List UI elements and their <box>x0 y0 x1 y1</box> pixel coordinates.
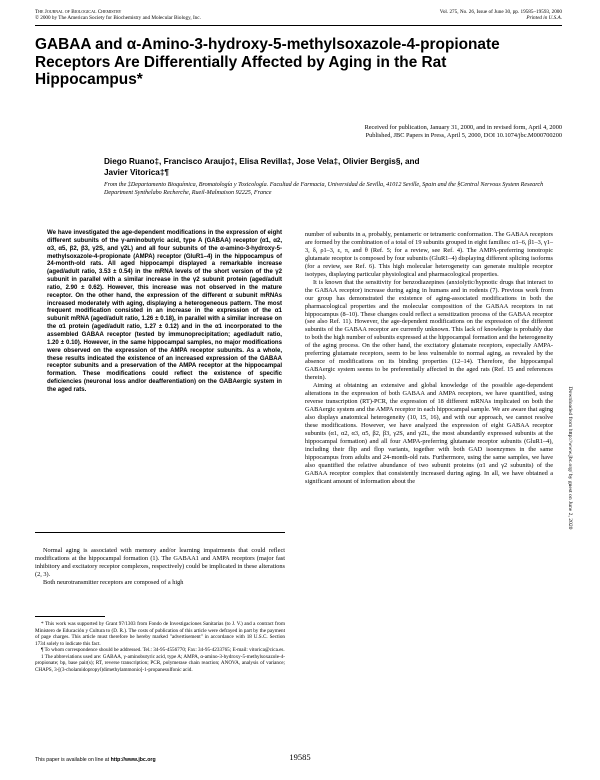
copyright-line: © 2000 by The American Society for Biochemistry and Molecular Biology, Inc. <box>35 15 201 22</box>
volume-line: Vol. 275, No. 26, Issue of June 30, pp. 19585–19593, 2000 <box>439 9 562 15</box>
intro-paragraph-1: Normal aging is associated with memory and/or learning impairments that could reflect modifications at the hippocampal formation (1). The GABAA1 and AMPA receptors (major fast inhibitory and excitatory receptor complexes, respectively) could be implicated in these alterations (2, 3). <box>35 547 285 578</box>
issue-header <box>440 9 562 22</box>
download-sidebar <box>565 248 574 668</box>
received-line: Received for publication, January 31, 2000, and in revised form, April 4, 2000 <box>364 124 562 131</box>
right-paragraph-3: Aiming at obtaining an extensive and global knowledge of the possible age-dependent alterations in the expression of both GABAA and AMPA receptors, we have quantified, using reverse transcription (RT)-PCR, the expression of 18 different mRNAs implicated on both the GABAergic system and the AMPA receptor in each hippocampal sample. We are aware that aging also displays anatomical heterogeneity (10, 15, 16), and with our approach, we cannot resolve these modifications. However, we have analyzed the expression of eight GABAA receptor subunits (α1, α2, α3, α5, β2, β3, γ2S, and γ2L, the most abundantly expressed subunits at the hippocampal formation) and all four AMPA-preferring glutamate receptor subunits (GluR1–4), including their flip and flop variants, together with both GAD isoenzymes in the same hippocampus from adults and 24-month-old rats. Furthermore, using the same samples, we have also quantified the relative abundance of two subunit proteins (α1 and γ2 subunits) of the GABAA receptor complex that consistently increased during aging. In all, we have obtained a significant amount of information about the <box>305 382 553 485</box>
header-rule <box>35 25 562 26</box>
intro-left-column <box>35 547 285 587</box>
author-list <box>104 157 544 179</box>
footnote-funding: * This work was supported by Grant 97/1303 from Fondo de Investigaciones Sanitarias (to J. V.) and a contract from Ministero de Educación y Cultura to (D. R.). The costs of publication of this article were defrayed in part by the payment of page charges. This article must therefore be hereby marked "advertisement" in accordance with 18 U.S.C. Section 1734 solely to indicate this fact. <box>35 621 285 647</box>
journal-name: The Journal of Biological Chemistry <box>35 9 122 15</box>
footnotes <box>35 621 285 673</box>
intro-paragraph-2: Both neurotransmitter receptors are composed of a high <box>43 578 184 586</box>
abstract: We have investigated the age-dependent modifications in the expression of eight different subunits of the γ-aminobutyric acid, type A (GABAA) receptor (α1, α2, α3, α5, β2, β3, γ2S, and γ2L) and all four subunits of the α-amino-3-hydroxy-5-methylsoxazole-4-propionate (AMPA) receptor (GluR1–4) in the hippocampus of 24-month-old rats. All aged hippocampi displayed a remarkable increase (aged/adult ratio, 3.53 ± 0.54) in the mRNA levels of the short version of the γ2 subunit in parallel with a similar increase in the γ2 subunit protein (aged/adult ratio, 2.90 ± 0.62). However, this increase was not observed in the mature receptor. On the other hand, the expression of the different α subunit mRNAs increased moderately with aging, displaying a heterogeneous pattern. The most frequent modification consisted in an increase in the expression of the α1 subunit mRNA (aged/adult ratio, 1.26 ± 0.18), in parallel with a similar increase on the α1 protein (aged/adult ratio, 1.27 ± 0.12) and in the α1 incorporated to the assembled GABAA receptor (tested by immunoprecipitation; aged/adult ratio, 1.20 ± 0.10). However, in the same hippocampal samples, no major modifications were observed on the expression of the AMPA receptor subunits. As a whole, these results indicated the existence of an increased expression of the GABAA receptor subunits and a preservation of the AMPA receptor at the hippocampal formation. These modifications could reflect the existence of specific deficiencies (neuronal loss and/or deafferentiation) on the GABAergic system in the aged rats. <box>47 230 282 393</box>
journal-header <box>35 9 201 22</box>
abstract-rule <box>35 532 285 533</box>
affiliation: From the ‡Departamento Bioquímica, Bromatología y Toxicología. Facultad de Farmacia, Universidad de Sevilla, 41012 Seville, Spain and the §Central Nervous System Research Department Synthelabo Recherche, Rueil-Malmaison 92225, France <box>104 182 544 197</box>
right-paragraph-2: It is known that the sensitivity for benzodiazepines (anxiolytic/hypnotic drugs that interact to the GABAA receptor) increase during aging in humans and in rodents (7). Previous work from our group has demonstrated the existence of aging-associated modifications in both the pharmacological properties and the molecular composition of the GABAA receptors in rat hippocampus (8–10). These changes could reflect a sensitization process of the GABAA receptor (see also Ref. 11). However, the age-dependent modifications on the expression of the different subunits of the GABAA receptor are currently unknown. This lack of knowledge is probably due to both the high number of subunits expressed at the hippocampal formation and the heterogeneity of the aging process. On the other hand, the excitatory glutamate receptors, especially AMPA-preferring glutamate receptors, seem to be less vulnerable to normal aging, as revealed by the absence of modifications on its binding properties (12–14). Therefore, the hippocampal GABAergic system seems to be preferentially affected in the aged rats (Ref. 15 and references therein). <box>305 278 553 382</box>
intro-right-column <box>305 231 553 486</box>
printed-in: Printed in U.S.A. <box>526 15 562 22</box>
authors-line-2: Javier Vitorica‡¶ <box>104 167 169 177</box>
authors-line-1: Diego Ruano‡, Francisco Araujo‡, Elisa Revilla‡, Jose Vela‡, Olivier Bergis§, and <box>104 157 420 166</box>
received-dates <box>232 124 562 140</box>
footnote-correspondence: ¶ To whom correspondence should be addressed. Tel.: 34-95-4556770; Fax: 34-95-4233765; E-mail: vitorica@cica.es. <box>41 647 285 654</box>
right-paragraph-1: number of subunits in a, probably, pentameric or tetrameric conformation. The GABAA receptors are formed by the combination of a total of 19 subunits grouped in eight families: α1–6, β1–3, γ1–3, δ, ρ1–3, ε, π, and θ (Ref. 5; for a review, see Ref. 4). The AMPA-preferring ionotropic glutamate receptor is composed by four subunits (GluR1–4) displaying different splicing isoforms (for a review, see Ref. 6). This high molecular heterogeneity can generate multiple receptor isotypes, displaying particular physiological and pharmacological properties. <box>305 231 553 278</box>
footer-text: This paper is available on line at <box>35 757 110 763</box>
footer-link[interactable]: http://www.jbc.org <box>110 757 156 763</box>
page-number: 19585 <box>289 752 311 762</box>
footnote-abbreviations: 1 The abbreviations used are: GABAA, γ-aminobutyric acid, type A; AMPA, α-amino-3-hydroxy-5-methylsoxazole-4-propionate; bp, base pair(s); RT, reverse transcription; PCR, polymerase chain reaction; ANOVA, analysis of variance; CHAPS, 3-[(3-cholamidopropyl)dimethylammonio]-1-propanesulfonic acid. <box>35 653 285 673</box>
download-notice[interactable]: Downloaded from http://www.jbc.org/ by guest on June 2, 2020 <box>566 386 573 530</box>
published-line: Published, JBC Papers in Press, April 5, 2000, DOI 10.1074/jbc.M000700200 <box>365 132 562 140</box>
footnote-rule <box>35 616 105 617</box>
article-title: GABAA and α-Amino-3-hydroxy-5-methylsoxazole-4-propionate Receptors Are Differentially Affected by Aging in the Rat Hippocampus* <box>35 36 500 88</box>
